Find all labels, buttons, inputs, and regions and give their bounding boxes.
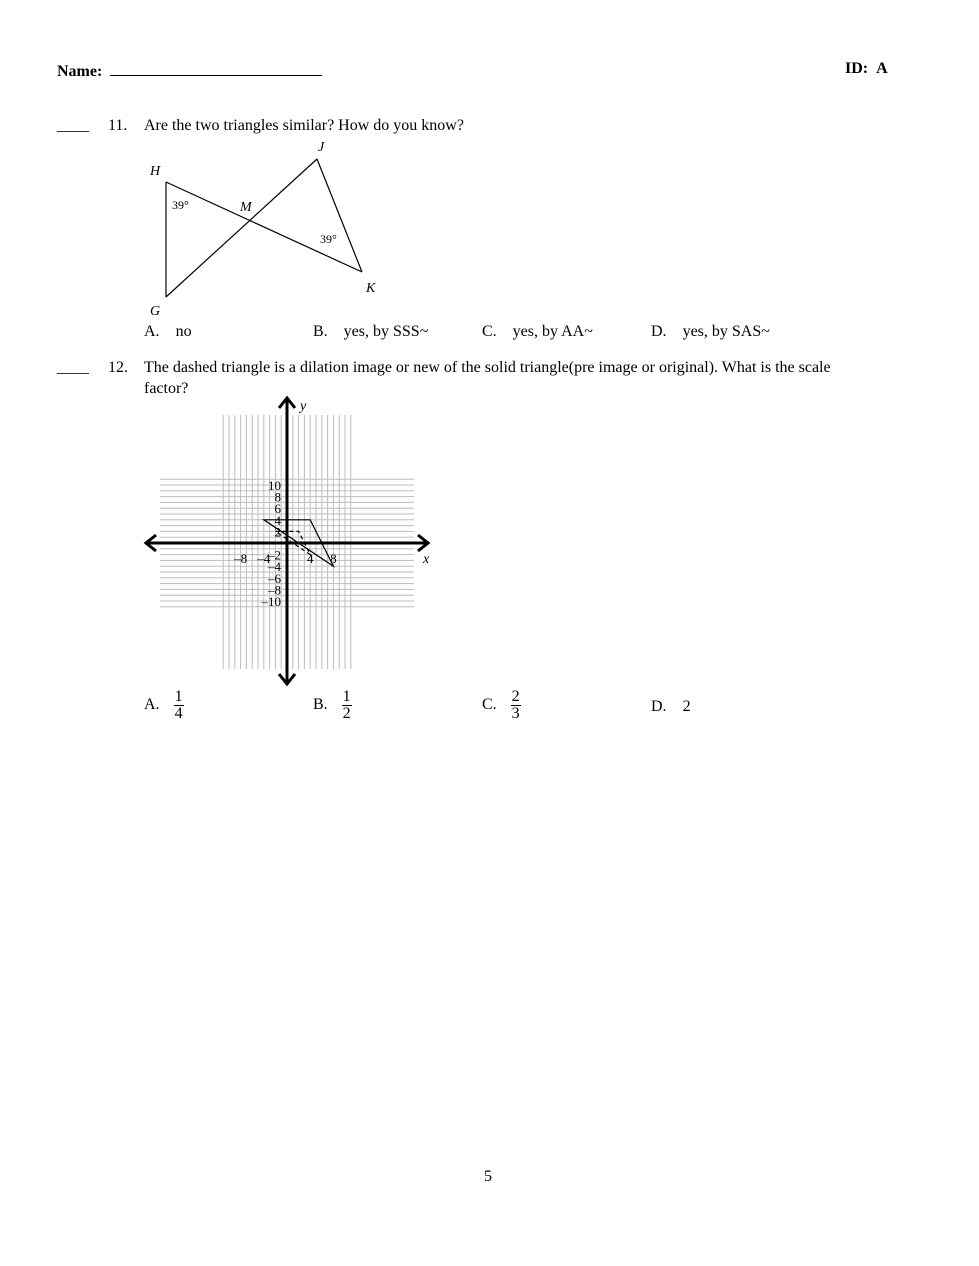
choice-letter: C.: [482, 323, 497, 340]
q11-choice-d[interactable]: [651, 323, 770, 341]
y-tick-label: –8: [268, 582, 281, 598]
q12-choice-c[interactable]: [482, 689, 521, 722]
choice-text: yes, by AA~: [512, 323, 593, 340]
choice-letter: B.: [313, 323, 328, 340]
q12-answer-blank: ____: [57, 359, 89, 376]
y-tick-label: 8: [274, 489, 281, 505]
y-tick-label: –10: [261, 594, 281, 609]
fraction-denominator: 4: [174, 705, 183, 722]
fraction-numerator: 1: [174, 688, 183, 705]
q12-choice-b[interactable]: [313, 689, 352, 722]
q12-number: 12.: [108, 359, 128, 376]
choice-fraction: [174, 689, 184, 722]
fraction-denominator: 2: [342, 705, 351, 722]
segment-hk: [166, 182, 362, 272]
y-tick-label: –4: [268, 559, 281, 575]
q11-choice-a[interactable]: [144, 323, 192, 341]
name-blank-line: [110, 60, 322, 76]
fraction-numerator: 2: [511, 688, 520, 705]
y-tick-label: –2: [268, 547, 281, 563]
vertex-label-h: H: [150, 164, 161, 179]
choice-letter: D.: [651, 323, 667, 340]
vertex-label-j: J: [318, 140, 325, 155]
y-axis-label: y: [300, 399, 307, 414]
q11-answer-blank: ____: [57, 117, 89, 134]
vertex-label-k: K: [366, 281, 376, 296]
q12-coordinate-graph: [140, 392, 440, 692]
x-tick-label: –4: [257, 551, 271, 566]
choice-letter: A.: [144, 696, 160, 714]
choice-letter: C.: [482, 696, 497, 714]
y-tick-label: 2: [274, 524, 281, 540]
choice-text: yes, by SAS~: [682, 323, 770, 340]
vertex-label-m: M: [240, 200, 252, 215]
q12-choice-d[interactable]: [651, 698, 691, 716]
choice-text: 2: [682, 698, 691, 715]
id-value: A: [876, 60, 888, 77]
angle-label-h: 39°: [172, 198, 189, 212]
q12-text-line2: factor?: [144, 380, 189, 397]
x-axis-label: x: [423, 552, 430, 567]
graph-axes: [146, 398, 428, 684]
choice-letter: B.: [313, 696, 328, 714]
y-tick-label: 4: [274, 512, 281, 528]
y-tick-label: 10: [268, 478, 281, 493]
choice-fraction: [511, 689, 521, 722]
choice-fraction: [342, 689, 352, 722]
fraction-denominator: 3: [511, 705, 520, 722]
x-tick-label: –8: [234, 551, 248, 566]
q11-choice-b[interactable]: [313, 323, 428, 341]
angle-label-k: 39°: [320, 232, 337, 246]
choice-text: no: [175, 323, 192, 340]
q12-choice-a[interactable]: [144, 689, 184, 722]
name-label-row: [57, 60, 322, 81]
q11-number: 11.: [108, 117, 128, 134]
q12-text-line1: The dashed triangle is a dilation image or new of the solid triangle(pre image or original). What is the scale: [144, 359, 831, 376]
id-label: ID:: [845, 60, 869, 77]
q11-triangle-figure: [140, 135, 400, 320]
q11-text: Are the two triangles similar? How do you know?: [144, 117, 464, 134]
y-tick-label: –6: [268, 570, 281, 586]
choice-text: yes, by SSS~: [343, 323, 429, 340]
x-tick-label: 8: [330, 551, 337, 566]
name-label: Name:: [57, 63, 103, 80]
segment-gj: [166, 159, 317, 297]
x-tick-label: 4: [306, 551, 314, 566]
choice-letter: A.: [144, 323, 160, 340]
y-tick-label: 6: [274, 501, 281, 517]
fraction-numerator: 1: [342, 688, 351, 705]
choice-letter: D.: [651, 698, 667, 715]
vertex-label-g: G: [150, 304, 161, 319]
id-label-row: [845, 60, 888, 78]
page-number: 5: [484, 1168, 492, 1185]
q11-choice-c[interactable]: [482, 323, 593, 341]
